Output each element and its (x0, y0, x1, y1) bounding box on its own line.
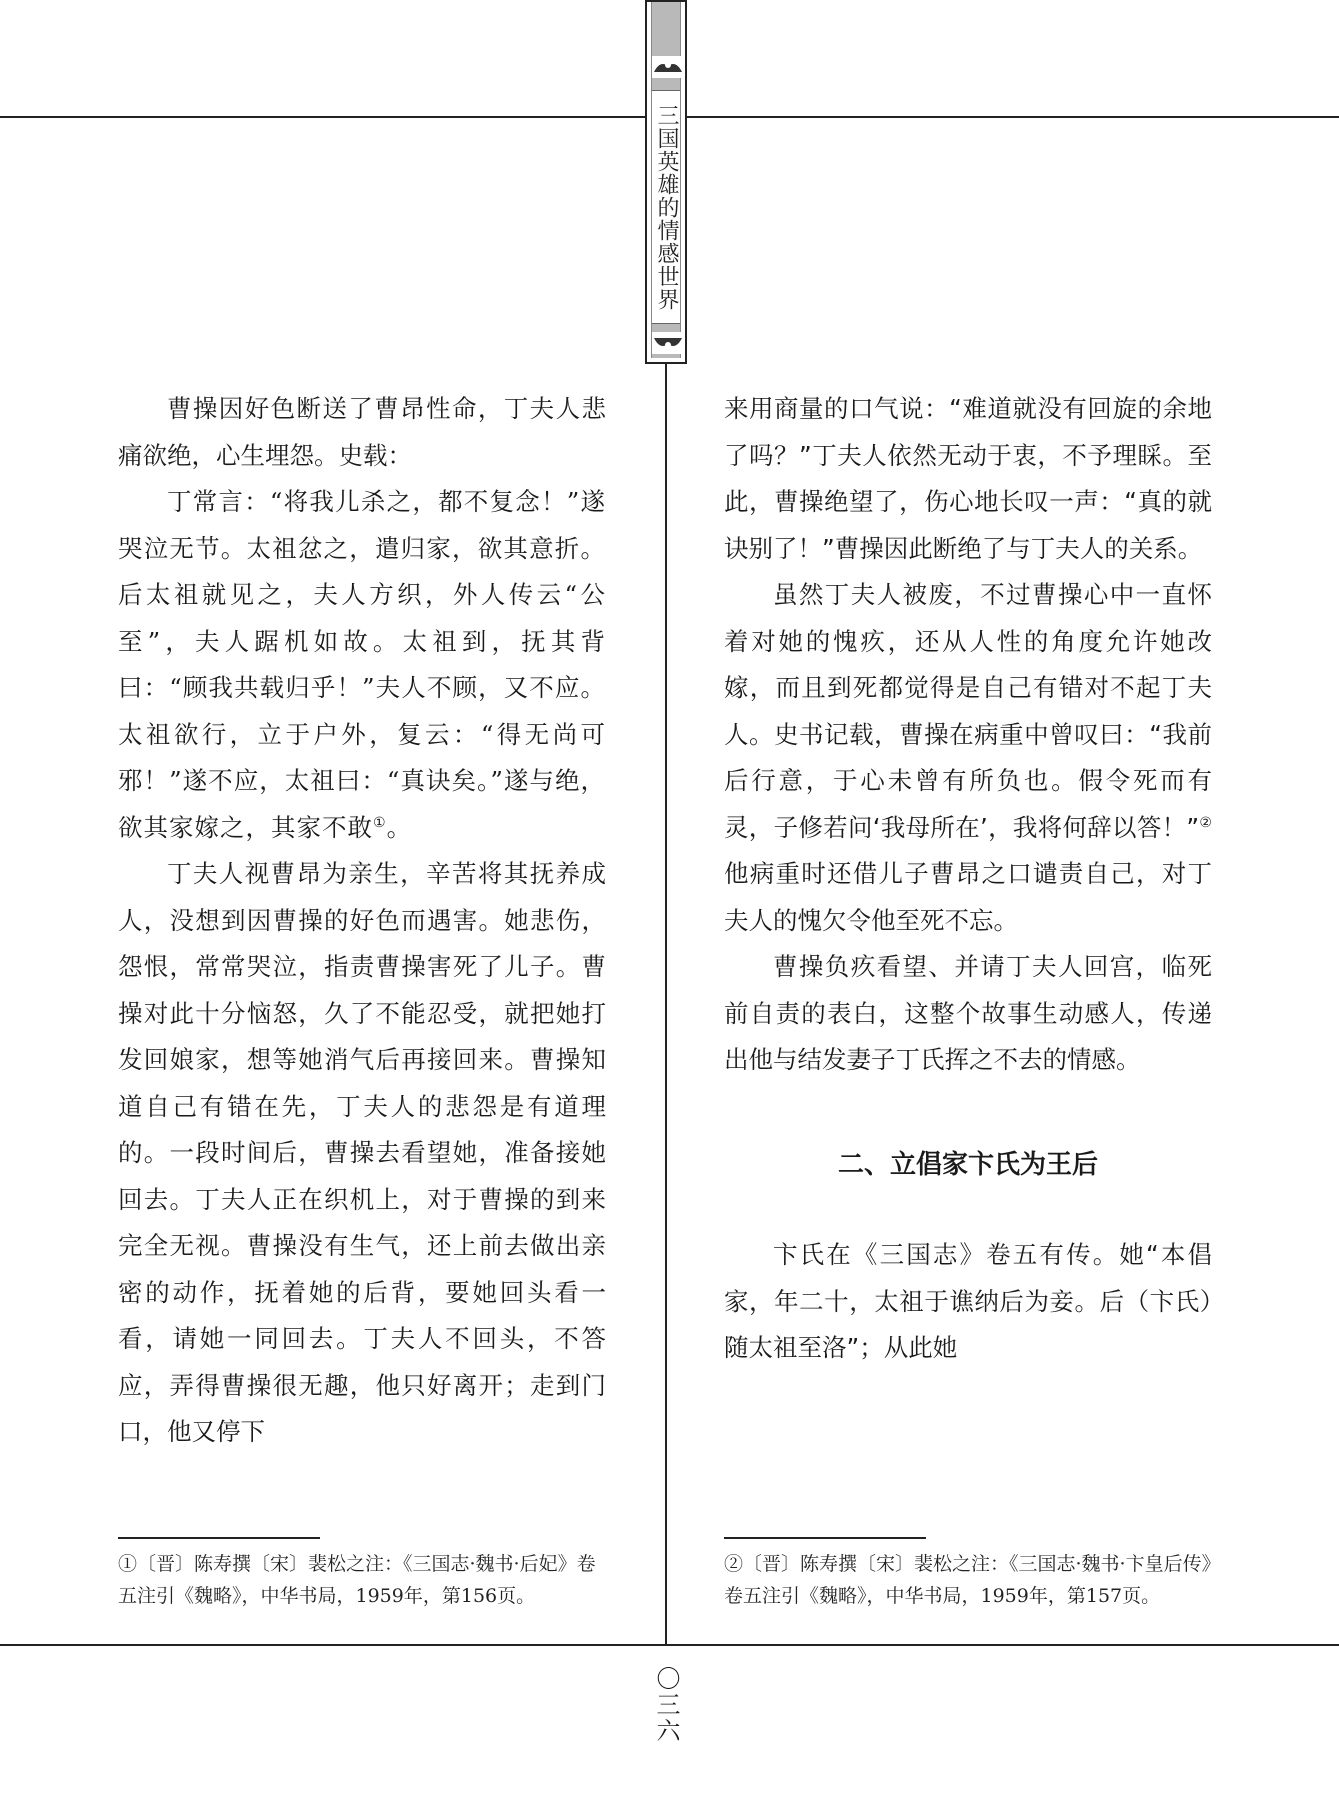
paragraph: 曹操因好色断送了曹昂性命，丁夫人悲痛欲绝，心生埋怨。史载： (118, 394, 606, 470)
paragraph (724, 572, 1212, 944)
paragraph-text: 虽然丁夫人被废，不过曹操心中一直怀着对她的愧疚，还从人性的角度允许她改嫁，而且到死都觉得是自己有错对不起丁夫人。史书记载，曹操在病重中曾叹曰：“我前后行意，于心未曾有所负也。假令死而有灵，子修若问‘我母所在’，我将何辞以答！” (724, 580, 1212, 842)
ornament-top-icon (652, 56, 684, 78)
footnote-rule-right (724, 1537, 926, 1539)
footnote-mark: ② (1199, 814, 1212, 831)
quote-end: 。 (386, 812, 413, 842)
page-number: 〇三六 (652, 1666, 680, 1744)
right-column (724, 386, 1212, 1372)
footnote-mark: ① (373, 814, 387, 831)
running-title: 三国英雄的情感世界 (652, 90, 680, 324)
center-divider (665, 364, 667, 1646)
footnote-right: ②〔晋〕陈寿撰〔宋〕裴松之注：《三国志·魏书·卞皇后传》卷五注引《魏略》，中华书局，1959年，第157页。 (724, 1553, 1212, 1607)
quote-text: 丁常言：“将我儿杀之，都不复念！”遂哭泣无节。太祖忿之，遣归家，欲其意折。后太祖就见之，夫人方织，外人传云“公至”，夫人踞机如故。太祖到，抚其背曰：“顾我共载归乎！”夫人不顾，又不应。太祖欲行，立于户外，复云：“得无尚可邪！”遂不应，太祖曰：“真诀矣。”遂与绝，欲其家嫁之，其家不敢 (118, 487, 606, 842)
section-heading: 二、立倡家卞氏为王后 (837, 1149, 1098, 1180)
paragraph: 曹操负疚看望、并请丁夫人回宫，临死前自责的表白，这整个故事生动感人，传递出他与结发妻子丁氏挥之不去的情感。 (724, 952, 1212, 1074)
paragraph: 卞氏在《三国志》卷五有传。她“本倡家，年二十，太祖于谯纳后为妾。后（卞氏）随太祖至洛”；从此她 (724, 1240, 1212, 1362)
left-column (118, 386, 606, 1456)
footnote-left: ①〔晋〕陈寿撰〔宋〕裴松之注：《三国志·魏书·后妃》卷五注引《魏略》，中华书局，1959年，第156页。 (118, 1553, 596, 1607)
spine-title-box (645, 0, 687, 364)
paragraph-text: 他病重时还借儿子曹昂之口谴责自己，对丁夫人的愧欠令他至死不忘。 (724, 859, 1212, 935)
paragraph: 丁夫人视曹昂为亲生，辛苦将其抚养成人，没想到因曹操的好色而遇害。她悲伤，怨恨，常常哭泣，指责曹操害死了儿子。曹操对此十分恼怒，久了不能忍受，就把她打发回娘家，想等她消气后再接回来。曹操知道自己有错在先，丁夫人的悲怨是有道理的。一段时间后，曹操去看望她，准备接她回去。丁夫人正在织机上，对于曹操的到来完全无视。曹操没有生气，还上前去做出亲密的动作，抚着她的后背，要她回头看一看，请她一同回去。丁夫人不回头，不答应，弄得曹操很无趣，他只好离开；走到门口，他又停下 (118, 859, 606, 1446)
spine-panel (651, 2, 681, 358)
ornament-bottom-icon (652, 332, 684, 354)
footer-rule (0, 1644, 1339, 1646)
paragraph-continued: 来用商量的口气说：“难道就没有回旋的余地了吗？”丁夫人依然无动于衷，不予理睬。至此，曹操绝望了，伤心地长叹一声：“真的就诀别了！”曹操因此断绝了与丁夫人的关系。 (724, 394, 1212, 563)
footnote-rule-left (118, 1537, 320, 1539)
quoted-passage (118, 479, 606, 851)
